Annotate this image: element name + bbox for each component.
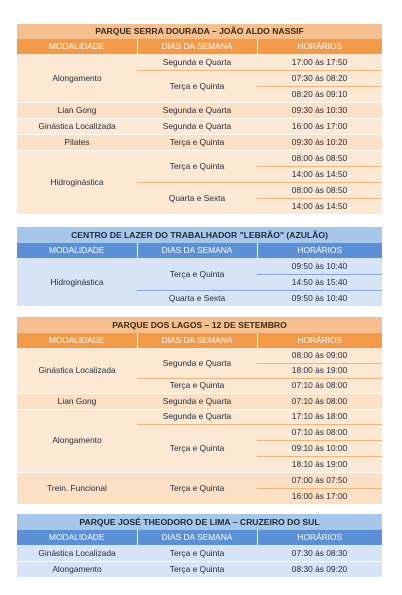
schedule-table-serra-dourada (17, 24, 382, 214)
header-horarios: HORÁRIOS (257, 39, 382, 54)
cell-modalidade: Alongamento (17, 54, 137, 102)
cell-modalidade: Alongamento (17, 561, 137, 577)
schedule-table-parque-dos-lagos (17, 317, 382, 504)
cell-horario: 09:50 às 10:40 (257, 290, 382, 306)
table-title: CENTRO DE LAZER DO TRABALHADOR "LEBRÃO" (AZULÃO) (17, 227, 382, 243)
cell-dias: Segunda e Quarta (137, 409, 257, 424)
cell-horario: 14:50 às 15:40 (257, 274, 382, 290)
header-dias: DIAS DA SEMANA (137, 530, 257, 545)
cell-horario: 07:00 às 07:50 (257, 472, 382, 488)
cell-modalidade: Pilates (17, 134, 137, 150)
cell-horario: 09:30 às 10:30 (257, 102, 382, 118)
header-modalidade: MODALIDADE (17, 333, 137, 348)
cell-horario: 08:30 às 09:20 (257, 561, 382, 577)
cell-dias: Segunda e Quarta (137, 348, 257, 378)
cell-dias: Segunda e Quarta (137, 102, 257, 118)
schedule-table-lebrao (17, 227, 382, 306)
header-dias: DIAS DA SEMANA (137, 333, 257, 348)
table-title: PARQUE JOSÉ THEODORO DE LIMA – CRUZEIRO DO SUL (17, 514, 382, 530)
cell-modalidade: Ginástica Localizada (17, 545, 137, 561)
cell-horario: 08:00 às 09:00 (257, 348, 382, 363)
cell-dias: Terça e Quinta (137, 545, 257, 561)
cell-horario: 17:00 às 17:50 (257, 54, 382, 70)
cell-horario: 16:00 às 17:00 (257, 118, 382, 134)
header-horarios: HORÁRIOS (257, 530, 382, 545)
cell-horario: 09:50 às 10:40 (257, 258, 382, 274)
header-modalidade: MODALIDADE (17, 530, 137, 545)
cell-dias: Segunda e Quarta (137, 118, 257, 134)
cell-horario: 08:00 às 08:50 (257, 182, 382, 198)
schedule-table-jose-theodoro (17, 514, 382, 577)
cell-dias: Terça e Quinta (137, 472, 257, 504)
header-horarios: HORÁRIOS (257, 333, 382, 348)
cell-horario: 14:00 às 14:50 (257, 166, 382, 182)
cell-dias: Segunda e Quarta (137, 54, 257, 70)
cell-dias: Quarta e Sexta (137, 290, 257, 306)
cell-horario: 07:10 às 08:00 (257, 424, 382, 440)
cell-horario: 14:00 às 14:50 (257, 198, 382, 214)
cell-horario: 09:10 às 10:00 (257, 440, 382, 456)
cell-horario: 07:30 às 08:20 (257, 70, 382, 86)
cell-dias: Terça e Quinta (137, 150, 257, 182)
header-modalidade: MODALIDADE (17, 39, 137, 54)
cell-horario: 17:10 às 18:00 (257, 409, 382, 424)
cell-dias: Terça e Quinta (137, 134, 257, 150)
cell-modalidade: Trein. Funcional (17, 472, 137, 504)
cell-dias: Terça e Quinta (137, 70, 257, 102)
cell-horario: 08:20 às 09:10 (257, 86, 382, 102)
cell-modalidade: Ginástica Localizada (17, 118, 137, 134)
cell-dias: Quarta e Sexta (137, 182, 257, 214)
cell-horario: 07:10 às 08:00 (257, 378, 382, 393)
cell-modalidade: Ginástica Localizada (17, 348, 137, 393)
cell-horario: 18:10 às 19:00 (257, 456, 382, 472)
cell-horario: 07:10 às 08:00 (257, 393, 382, 409)
cell-dias: Terça e Quinta (137, 424, 257, 472)
cell-dias: Terça e Quinta (137, 561, 257, 577)
cell-horario: 09:30 às 10:20 (257, 134, 382, 150)
cell-modalidade: Hidroginástica (17, 150, 137, 214)
cell-horario: 18:00 às 19:00 (257, 363, 382, 378)
cell-modalidade: Alongamento (17, 409, 137, 472)
header-horarios: HORÁRIOS (257, 243, 382, 258)
cell-horario: 07:30 às 08:30 (257, 545, 382, 561)
header-dias: DIAS DA SEMANA (137, 39, 257, 54)
cell-dias: Terça e Quinta (137, 258, 257, 290)
table-title: PARQUE SERRA DOURADA – JOÃO ALDO NASSIF (17, 24, 382, 39)
table-title: PARQUE DOS LAGOS – 12 DE SETEMBRO (17, 317, 382, 333)
cell-modalidade: Lian Gong (17, 102, 137, 118)
header-modalidade: MODALIDADE (17, 243, 137, 258)
cell-dias: Segunda e Quarta (137, 393, 257, 409)
cell-horario: 08:00 às 08:50 (257, 150, 382, 166)
cell-dias: Terça e Quinta (137, 378, 257, 393)
cell-modalidade: Hidroginástica (17, 258, 137, 306)
cell-modalidade: Lian Gong (17, 393, 137, 409)
cell-horario: 16:00 às 17:00 (257, 488, 382, 504)
header-dias: DIAS DA SEMANA (137, 243, 257, 258)
